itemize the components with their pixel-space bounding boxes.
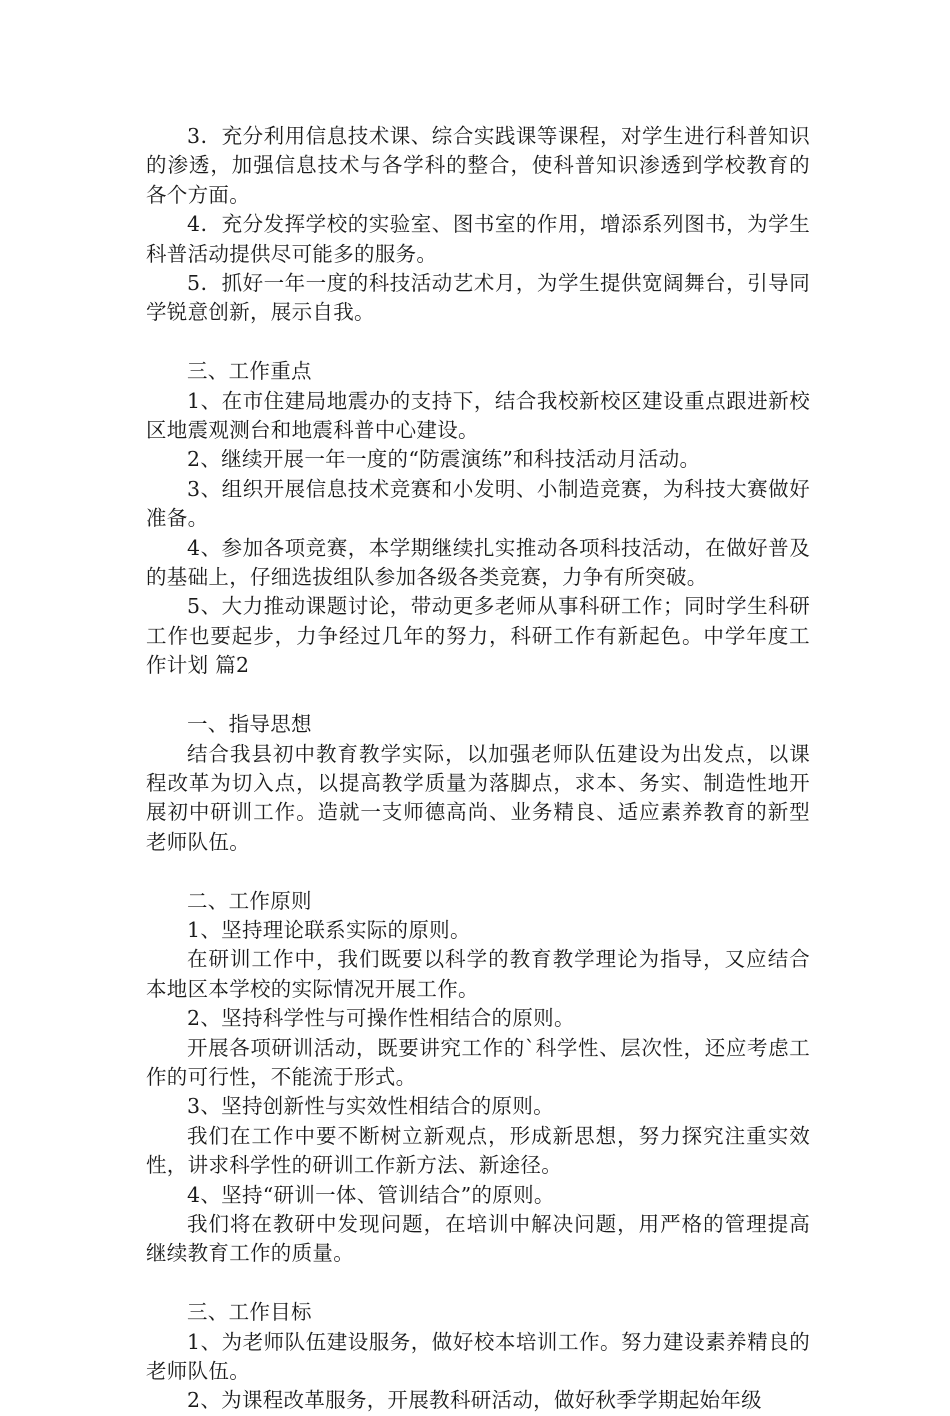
section-heading: 二、工作原则 bbox=[187, 888, 312, 913]
blank-line bbox=[146, 857, 810, 886]
paragraph: 我们将在教研中发现问题，在培训中解决问题，用严格的管理提高继续教育工作的质量。 bbox=[146, 1211, 810, 1266]
paragraph: 1、为老师队伍建设服务，做好校本培训工作。努力建设素养精良的老师队伍。 bbox=[146, 1329, 810, 1383]
paragraph: 4、坚持“研训一体、管训结合”的原则。 bbox=[187, 1182, 555, 1207]
paragraph: 3、组织开展信息技术竞赛和小发明、小制造竞赛，为科技大赛做好准备。 bbox=[146, 476, 810, 531]
section-heading: 三、工作目标 bbox=[187, 1300, 312, 1325]
paragraph: 5、大力推动课题讨论，带动更多老师从事科研工作；同时学生科研工作也要起步，力争经过几年的努力，科研工作有新起色。中学年度工作计划 篇2 bbox=[146, 594, 810, 678]
paragraph: 1、在市住建局地震办的支持下，结合我校新校区建设重点跟进新校区地震观测台和地震科普中心建设。 bbox=[146, 388, 810, 443]
paragraph: 4．充分发挥学校的实验室、图书室的作用，增添系列图书，为学生科普活动提供尽可能多的服务。 bbox=[146, 212, 810, 266]
paragraph: 开展各项研训活动，既要讲究工作的`科学性、层次性，还应考虑工作的可行性，不能流于形式。 bbox=[146, 1035, 810, 1089]
paragraph: 我们在工作中要不断树立新观点，形成新思想，努力探究注重实效性，讲求科学性的研训工作新方法、新途径。 bbox=[146, 1123, 810, 1178]
paragraph: 结合我县初中教育教学实际，以加强老师队伍建设为出发点，以课程改革为切入点，以提高教学质量为落脚点，求本、务实、制造性地开展初中研训工作。造就一支师德高尚、业务精良、适应素养教育的新型老师队伍。 bbox=[146, 741, 810, 854]
blank-line bbox=[146, 328, 810, 357]
paragraph: 3、坚持创新性与实效性相结合的原则。 bbox=[187, 1094, 554, 1119]
paragraph: 2、继续开展一年一度的“防震演练”和科技活动月活动。 bbox=[187, 447, 701, 472]
document-page bbox=[146, 122, 810, 1416]
blank-line bbox=[146, 681, 810, 710]
paragraph: 5．抓好一年一度的科技活动艺术月，为学生提供宽阔舞台，引导同学锐意创新，展示自我。 bbox=[146, 271, 810, 325]
section-heading: 三、工作重点 bbox=[187, 359, 312, 384]
blank-line bbox=[146, 1269, 810, 1298]
section-heading: 一、指导思想 bbox=[187, 712, 312, 737]
paragraph: 4、参加各项竞赛，本学期继续扎实推动各项科技活动，在做好普及的基础上，仔细选拔组队参加各级各类竞赛，力争有所突破。 bbox=[146, 535, 810, 590]
paragraph: 3．充分利用信息技术课、综合实践课等课程，对学生进行科普知识的渗透，加强信息技术与各学科的整合，使科普知识渗透到学校教育的各个方面。 bbox=[146, 124, 810, 207]
paragraph: 2、坚持科学性与可操作性相结合的原则。 bbox=[187, 1006, 575, 1031]
paragraph: 在研训工作中，我们既要以科学的教育教学理论为指导，又应结合本地区本学校的实际情况开展工作。 bbox=[146, 947, 810, 1001]
paragraph: 2、为课程改革服务，开展教科研活动，做好秋季学期起始年级 bbox=[187, 1388, 762, 1413]
paragraph: 1、坚持理论联系实际的原则。 bbox=[187, 917, 471, 942]
